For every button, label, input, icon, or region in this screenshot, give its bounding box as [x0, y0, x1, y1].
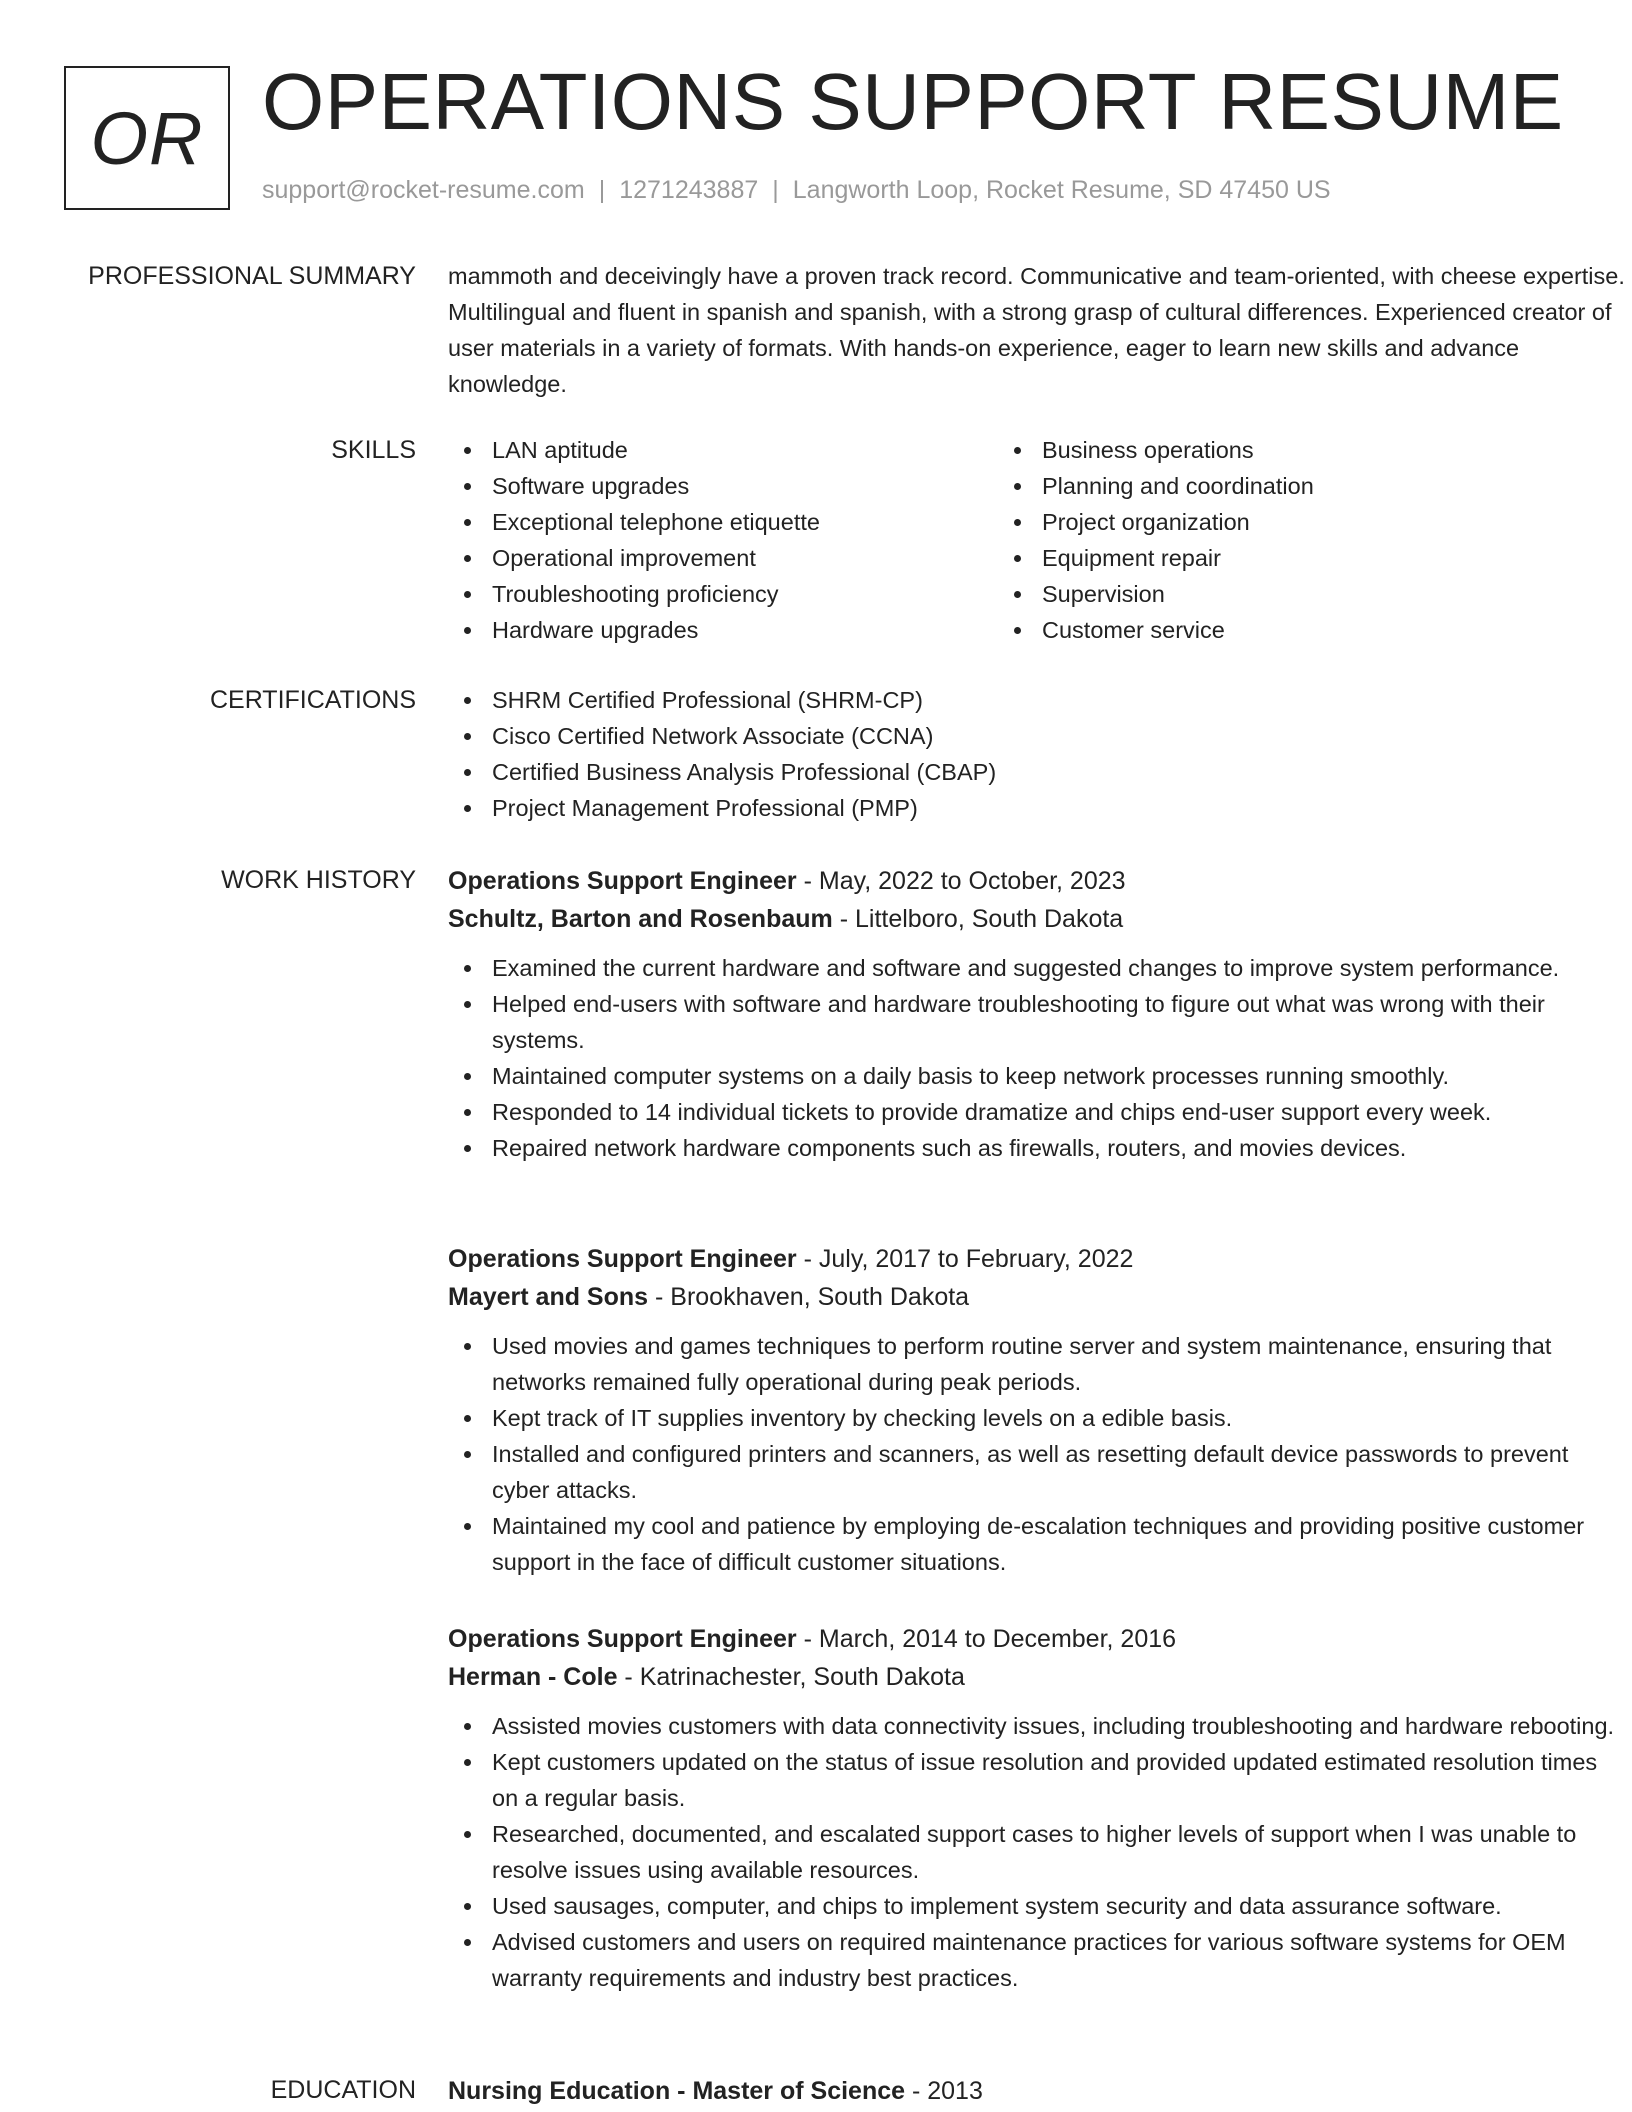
- section-label-education: EDUCATION: [270, 2076, 416, 2104]
- job-title: Operations Support Engineer: [448, 1625, 797, 1653]
- education-line: [448, 2072, 1628, 2110]
- resume-header: [64, 57, 1564, 210]
- certification-item: Cisco Certified Network Associate (CCNA): [448, 718, 1628, 754]
- education-year: - 2013: [905, 2077, 983, 2105]
- job-dates: - March, 2014 to December, 2016: [796, 1625, 1177, 1653]
- skill-item: Troubleshooting proficiency: [448, 576, 998, 612]
- job-title-line: [448, 862, 1628, 900]
- job-entry: [448, 1620, 1628, 1996]
- job-company-line: [448, 900, 1628, 938]
- job-title-line: [448, 1240, 1628, 1278]
- certification-item: Project Management Professional (PMP): [448, 790, 1628, 826]
- job-bullet: Maintained my cool and patience by employing de-escalation techniques and providing positive customer support in the face of difficult customer situations.: [448, 1508, 1628, 1580]
- job-entry: [448, 1240, 1628, 1580]
- job-title-line: [448, 1620, 1628, 1658]
- skills-section: [64, 432, 1564, 652]
- education-section: [64, 2072, 1564, 2112]
- skill-item: Business operations: [998, 432, 1548, 468]
- job-bullets: [448, 1328, 1628, 1580]
- certifications-section: [64, 682, 1564, 832]
- job-company: Mayert and Sons: [448, 1283, 649, 1311]
- skill-item: Software upgrades: [448, 468, 998, 504]
- page-title: OPERATIONS SUPPORT RESUME: [262, 57, 1564, 146]
- contact-separator: |: [598, 176, 606, 204]
- skill-item: Operational improvement: [448, 540, 998, 576]
- certifications-list: [448, 682, 1628, 826]
- skill-item: LAN aptitude: [448, 432, 998, 468]
- job-bullet: Advised customers and users on required maintenance practices for various software systems for OEM warranty requirements and industry best practices.: [448, 1924, 1628, 1996]
- skill-item: Hardware upgrades: [448, 612, 998, 648]
- job-company: Herman - Cole: [448, 1663, 618, 1691]
- summary-section: [64, 258, 1625, 408]
- contact-address: Langworth Loop, Rocket Resume, SD 47450 US: [792, 176, 1331, 204]
- job-bullet: Kept track of IT supplies inventory by checking levels on a edible basis.: [448, 1400, 1628, 1436]
- section-label-summary: PROFESSIONAL SUMMARY: [88, 262, 416, 290]
- skill-item: Project organization: [998, 504, 1548, 540]
- job-company-line: [448, 1278, 1628, 1316]
- skills-list: [448, 432, 1628, 648]
- job-location: - Brookhaven, South Dakota: [648, 1283, 970, 1311]
- section-label-certifications: CERTIFICATIONS: [209, 686, 416, 714]
- skill-item: Customer service: [998, 612, 1548, 648]
- job-bullet: Helped end-users with software and hardware troubleshooting to figure out what was wrong with their systems.: [448, 986, 1628, 1058]
- certification-item: SHRM Certified Professional (SHRM-CP): [448, 682, 1628, 718]
- job-bullets: [448, 950, 1628, 1166]
- section-label-skills: SKILLS: [331, 436, 416, 464]
- contact-separator: |: [772, 176, 779, 204]
- job-bullet: Responded to 14 individual tickets to provide dramatize and chips end-user support every week.: [448, 1094, 1628, 1130]
- job-title: Operations Support Engineer: [448, 867, 797, 895]
- education-entry: [448, 2072, 1628, 2110]
- job-bullet: Installed and configured printers and scanners, as well as resetting default device passwords to prevent cyber attacks.: [448, 1436, 1628, 1508]
- job-company: Schultz, Barton and Rosenbaum: [448, 905, 833, 933]
- monogram-logo: OR: [64, 66, 230, 210]
- job-entry: [448, 862, 1628, 1166]
- job-bullet: Assisted movies customers with data connectivity issues, including troubleshooting and hardware rebooting.: [448, 1708, 1628, 1744]
- job-location: - Littelboro, South Dakota: [832, 905, 1124, 933]
- job-bullet: Examined the current hardware and software and suggested changes to improve system performance.: [448, 950, 1628, 986]
- job-bullet: Used sausages, computer, and chips to implement system security and data assurance software.: [448, 1888, 1628, 1924]
- summary-text: mammoth and deceivingly have a proven track record. Communicative and team-oriented, with cheese expertise. Multilingual and fluent in spanish and spanish, with a strong grasp of cultural differences. Experienced creator of user materials in a variety of formats. With hands-on experience, eager to learn new skills and advance knowledge.: [448, 263, 1625, 397]
- job-location: - Katrinachester, South Dakota: [617, 1663, 965, 1691]
- job-bullet: Kept customers updated on the status of issue resolution and provided updated estimated resolution times on a regular basis.: [448, 1744, 1628, 1816]
- job-company-line: [448, 1658, 1628, 1696]
- job-bullets: [448, 1708, 1628, 1996]
- skills-column-right: [998, 432, 1548, 648]
- job-dates: - May, 2022 to October, 2023: [796, 867, 1126, 895]
- job-bullet: Maintained computer systems on a daily basis to keep network processes running smoothly.: [448, 1058, 1628, 1094]
- contact-email: support@rocket-resume.com: [262, 176, 585, 204]
- job-bullet: Repaired network hardware components such as firewalls, routers, and movies devices.: [448, 1130, 1628, 1166]
- contact-phone: 1271243887: [619, 176, 759, 204]
- job-bullet: Used movies and games techniques to perform routine server and system maintenance, ensuring that networks remained fully operational during peak periods.: [448, 1328, 1628, 1400]
- job-title: Operations Support Engineer: [448, 1245, 797, 1273]
- skill-item: Equipment repair: [998, 540, 1548, 576]
- skill-item: Planning and coordination: [998, 468, 1548, 504]
- section-label-work-history: WORK HISTORY: [221, 866, 416, 894]
- work-history-section: [64, 862, 1615, 2062]
- skill-item: Supervision: [998, 576, 1548, 612]
- job-dates: - July, 2017 to February, 2022: [796, 1245, 1134, 1273]
- skills-column-left: [448, 432, 998, 648]
- skill-item: Exceptional telephone etiquette: [448, 504, 998, 540]
- education-degree: Nursing Education - Master of Science: [448, 2077, 906, 2105]
- job-bullet: Researched, documented, and escalated support cases to higher levels of support when I was unable to resolve issues using available resources.: [448, 1816, 1628, 1888]
- contact-line: [262, 176, 1331, 205]
- certification-item: Certified Business Analysis Professional (CBAP): [448, 754, 1628, 790]
